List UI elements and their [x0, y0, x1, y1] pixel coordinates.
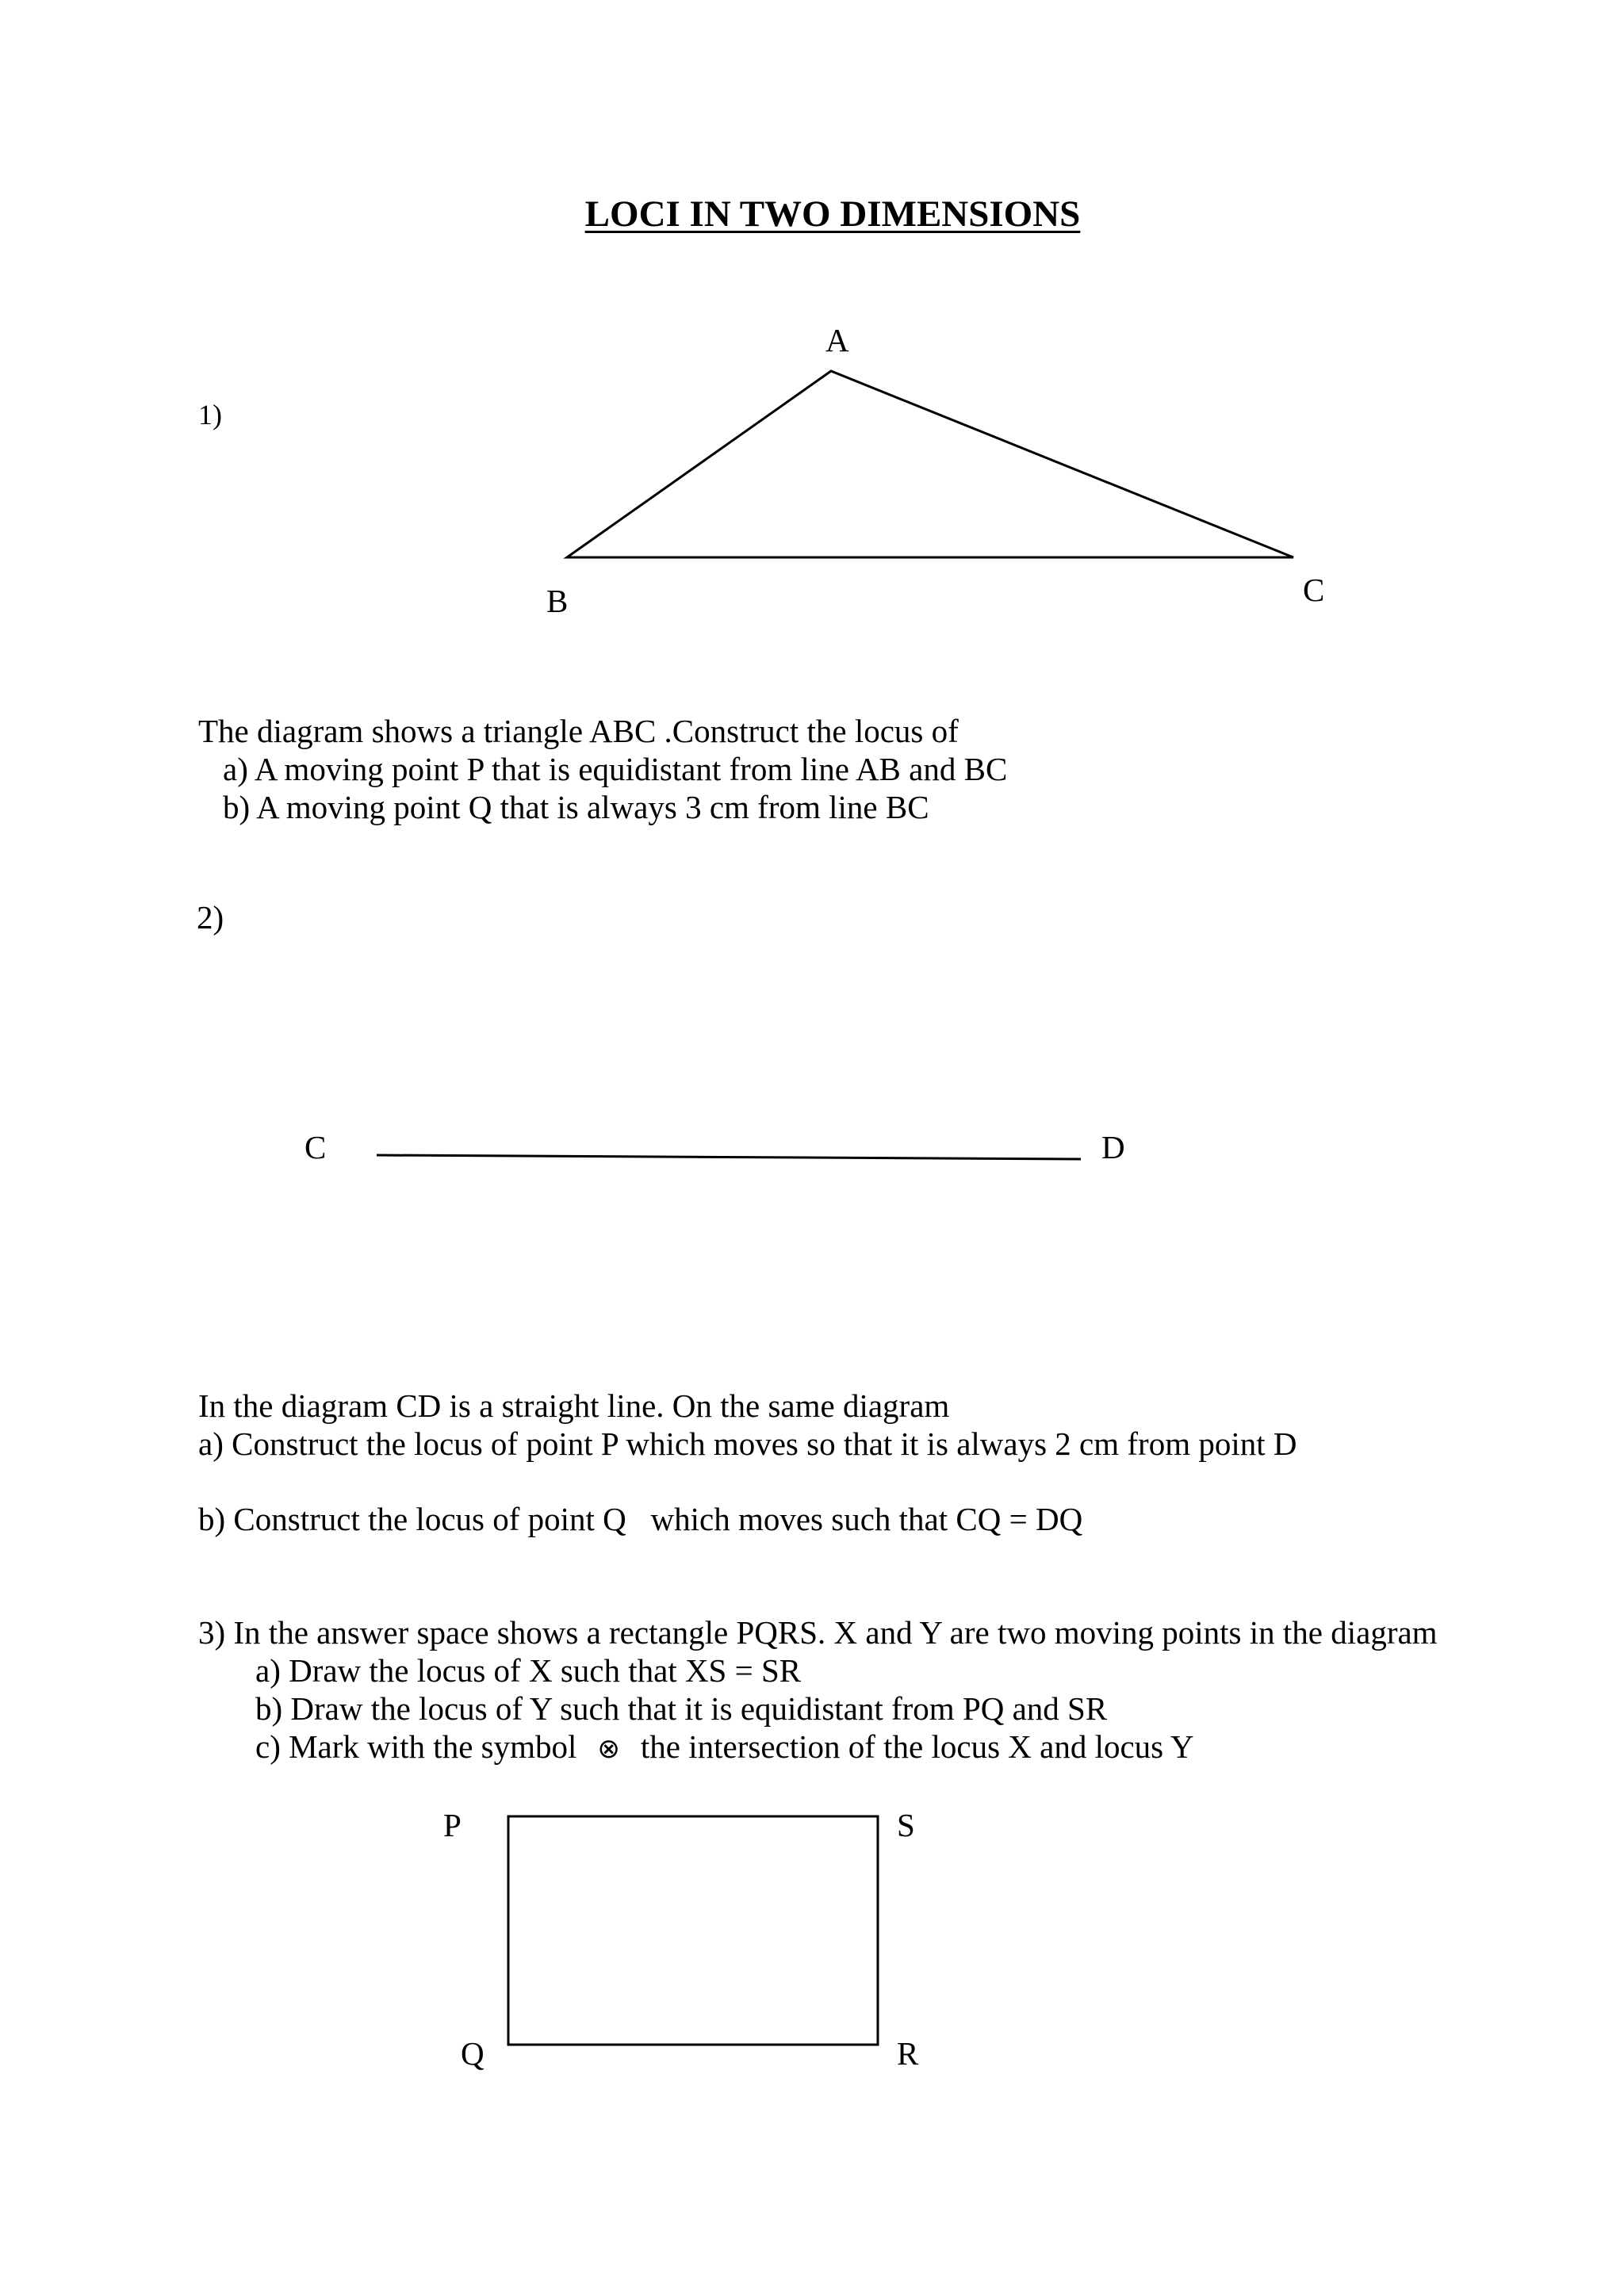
rect-label-r: R	[897, 2035, 919, 2072]
triangle-abc	[567, 371, 1293, 557]
question-1-part-a: a) A moving point P that is equidistant from line AB and BC	[223, 751, 1008, 787]
line-label-d: D	[1101, 1129, 1125, 1165]
rectangle-pqrs	[508, 1816, 878, 2045]
line-label-c: C	[304, 1129, 327, 1165]
part-c-text-after: the intersection of the locus X and locus Y	[640, 1728, 1194, 1765]
question-2-part-b: b) Construct the locus of point Q which moves such that CQ = DQ	[198, 1501, 1083, 1537]
question-3-part-b: b) Draw the locus of Y such that it is equidistant from PQ and SR	[255, 1690, 1108, 1727]
question-3-part-a: a) Draw the locus of X such that XS = SR	[255, 1652, 802, 1689]
question-2-part-a: a) Construct the locus of point P which moves so that it is always 2 cm from point D	[198, 1425, 1297, 1462]
rect-label-s: S	[897, 1807, 915, 1843]
rect-label-q: Q	[461, 2035, 485, 2072]
question-2-number: 2)	[197, 899, 224, 936]
question-3-part-c	[255, 1728, 1193, 1768]
line-cd	[377, 1155, 1081, 1159]
page-title: LOCI IN TWO DIMENSIONS	[584, 193, 1081, 235]
vertex-label-a: A	[825, 322, 849, 358]
question-1-part-b: b) A moving point Q that is always 3 cm from line BC	[223, 789, 929, 825]
question-2-intro: In the diagram CD is a straight line. On the same diagram	[198, 1387, 950, 1424]
question-3-intro: 3) In the answer space shows a rectangle PQRS. X and Y are two moving points in the diagram	[198, 1614, 1438, 1651]
part-c-text-before: c) Mark with the symbol	[255, 1728, 577, 1765]
vertex-label-c: C	[1303, 572, 1325, 608]
intersection-symbol-icon: ⊗	[597, 1733, 620, 1765]
question-1-intro: The diagram shows a triangle ABC .Construct the locus of	[198, 713, 959, 749]
vertex-label-b: B	[546, 583, 569, 619]
rect-label-p: P	[443, 1807, 462, 1843]
question-1-number: 1)	[198, 399, 222, 430]
